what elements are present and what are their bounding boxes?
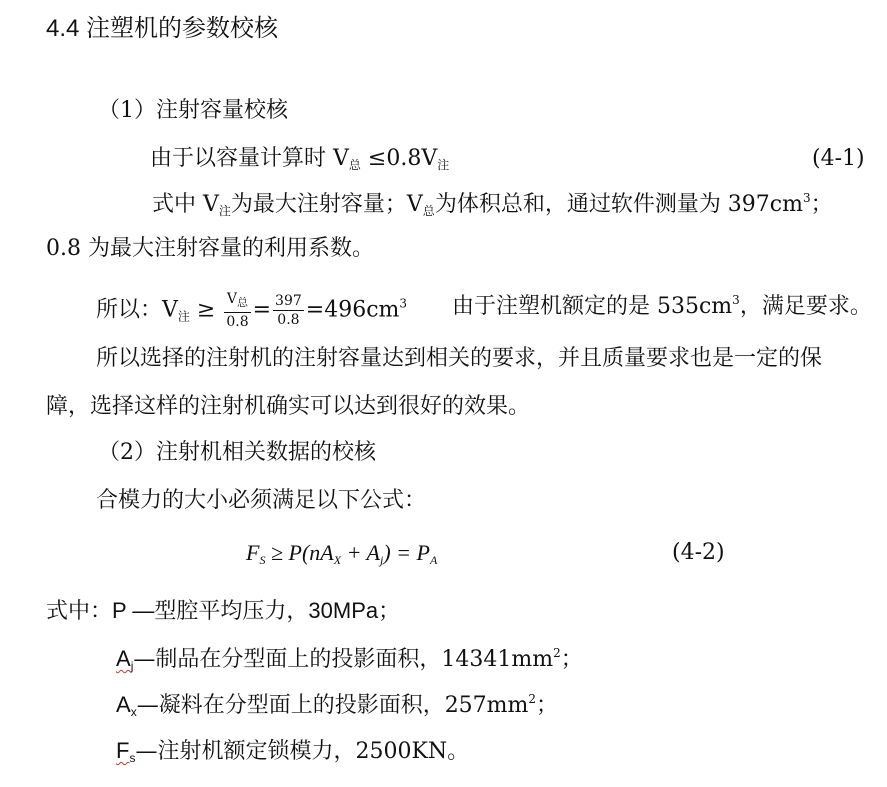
where-ax-line [116, 690, 558, 727]
capacity-condition [150, 144, 449, 180]
condition-text: 由于以容量计算时 V [150, 146, 349, 171]
clamping-formula [246, 538, 437, 575]
section-heading: 4.4 注塑机的参数校核 [46, 15, 279, 42]
superscript-2: 2 [528, 692, 537, 706]
where-fs-line [116, 736, 469, 773]
superscript-2: 2 [553, 646, 561, 660]
rated-prefix: 由于注塑机额定的是 535cm [452, 294, 733, 319]
conclusion-paragraph-line-2: 障，选择这样的注射机确实可以达到很好的效果。 [46, 394, 531, 419]
superscript-3: 3 [399, 296, 408, 311]
calc-result: =496cm [305, 297, 400, 323]
fraction-numerator: V [226, 291, 238, 307]
rated-suffix: ，满足要求。 [739, 294, 872, 319]
equation-number-4-1: (4-1) [812, 146, 865, 171]
formula-lhs: F [246, 540, 260, 565]
where-p-line [46, 596, 400, 627]
fraction-denominator: 0.8 [226, 314, 249, 330]
subscript-total: 总 [348, 158, 361, 172]
fraction-numerator-subscript: 总 [237, 296, 249, 309]
superscript-3: 3 [732, 293, 740, 307]
formula-subscript-a: A [429, 553, 438, 567]
ax-symbol: $A_x$ [116, 692, 137, 719]
aj-definition: —制品在分型面上的投影面积，14341mm [133, 647, 554, 672]
formula-body-2: + A [341, 540, 380, 565]
formula-subscript-j: j [379, 553, 384, 567]
fraction-397-over-0-8 [273, 292, 304, 329]
capacity-calculation [96, 290, 407, 332]
calc-so: 所以：V [96, 297, 178, 323]
fs-symbol: $F_s$ [116, 738, 136, 765]
formula-body-3: ) = P [383, 540, 430, 565]
fraction-total-over-0-8 [224, 290, 250, 331]
where-p-definition: P —型腔平均压力，30MPa； [112, 598, 401, 623]
ax-definition: —凝料在分型面上的投影面积，257mm [136, 693, 529, 718]
superscript-3: 3 [802, 191, 811, 205]
formula-subscript-s: S [259, 553, 266, 567]
fraction-numerator: 397 [275, 293, 302, 309]
desc-part-2: 为最大注射容量；V [230, 192, 423, 217]
subscript-injection: 注 [177, 309, 190, 324]
rated-capacity-note [452, 292, 872, 322]
subsection-title-capacity: （1）注射容量校核 [98, 98, 288, 123]
calc-ge: ≥ [196, 297, 216, 323]
calc-equals: = [252, 297, 272, 323]
ax-end: ； [536, 693, 559, 718]
variable-description [152, 190, 833, 226]
conclusion-paragraph-line-1: 所以选择的注射机的注射容量达到相关的要求，并且质量要求也是一定的保 [96, 346, 823, 371]
formula-subscript-x: X [333, 553, 342, 567]
equation-number-4-2: (4-2) [672, 540, 725, 565]
desc-part-4: ； [810, 192, 833, 217]
subscript-injection: 注 [218, 204, 231, 218]
subscript-total: 总 [422, 204, 435, 218]
aj-end: ； [560, 647, 583, 672]
aj-symbol: $A_j$ [116, 646, 134, 673]
subscript-injection: 注 [437, 158, 450, 172]
fs-definition: —注射机额定锁模力，2500KN。 [135, 739, 470, 764]
fraction-denominator: 0.8 [277, 312, 300, 328]
where-aj-line [116, 644, 583, 681]
formula-body-1: ≥ P(nA [265, 540, 334, 565]
subsection-title-clamping: （2）注射机相关数据的校核 [98, 440, 376, 465]
where-label: 式中： [46, 599, 113, 624]
desc-part-1: 式中 V [152, 192, 219, 217]
variable-description-continued: 0.8 为最大注射容量的利用系数。 [46, 236, 374, 261]
clamping-formula-intro: 合模力的大小必须满足以下公式： [96, 488, 427, 513]
desc-part-3: 为体积总和，通过软件测量为 397cm [434, 192, 803, 217]
condition-le: ≤0.8V [367, 146, 438, 171]
